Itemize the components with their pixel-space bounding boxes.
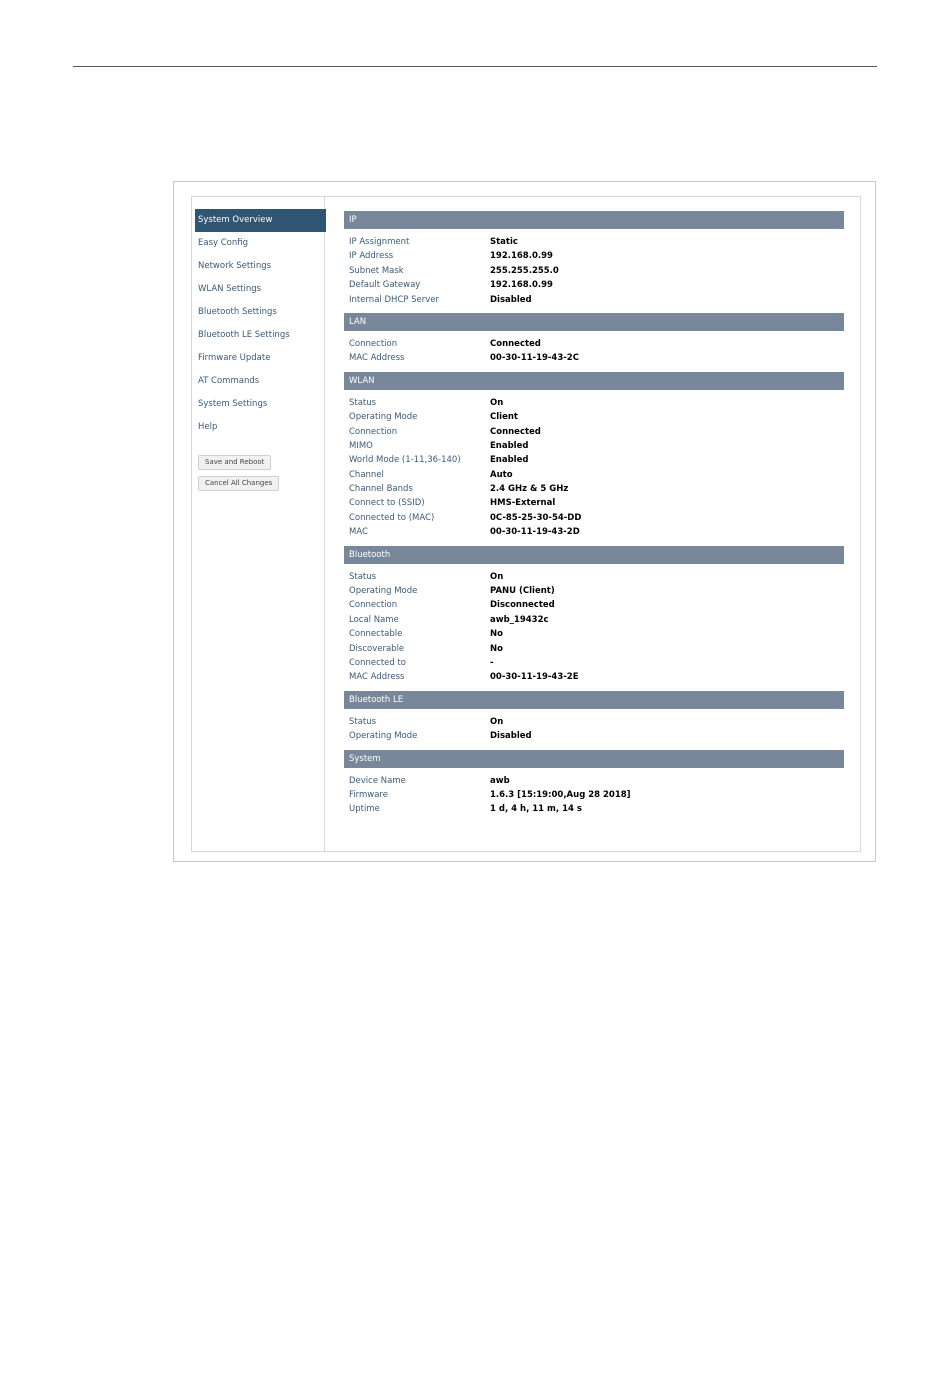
info-value: HMS-External [490, 498, 556, 509]
info-label: IP Address [349, 251, 394, 262]
info-value: Disabled [490, 294, 532, 305]
info-label: Discoverable [349, 643, 405, 654]
info-value: - [490, 657, 494, 668]
info-label: MAC Address [349, 353, 405, 364]
cancel-all-changes-button[interactable]: Cancel All Changes [198, 476, 279, 491]
info-value: 0C-85-25-30-54-DD [490, 512, 582, 523]
info-label: Local Name [349, 614, 399, 625]
info-row [349, 264, 844, 278]
info-row [349, 453, 844, 467]
section-header-lan: LAN [344, 313, 844, 331]
info-row [349, 293, 844, 307]
info-label: World Mode (1-11,36-140) [349, 455, 461, 466]
section-rows-ip [344, 229, 844, 313]
info-label: Status [349, 571, 377, 582]
info-label: Channel [349, 469, 384, 480]
info-value: No [490, 629, 503, 640]
info-label: Connection [349, 426, 398, 437]
sidebar-item-bluetooth-le-settings[interactable]: Bluetooth LE Settings [198, 330, 290, 340]
info-value: On [490, 571, 504, 582]
sidebar-item-system-overview[interactable]: System Overview [195, 209, 326, 232]
info-label: Uptime [349, 804, 380, 815]
sidebar-item-easy-config[interactable]: Easy Config [198, 238, 249, 248]
info-row [349, 715, 844, 729]
info-value: 1 d, 4 h, 11 m, 14 s [490, 804, 582, 815]
info-value: 2.4 GHz & 5 GHz [490, 484, 569, 495]
section-rows-lan [344, 331, 844, 372]
sidebar-item-bluetooth-settings[interactable]: Bluetooth Settings [198, 307, 277, 317]
info-row [349, 642, 844, 656]
info-label: MAC [349, 527, 368, 538]
info-row [349, 598, 844, 612]
info-label: Status [349, 397, 377, 408]
info-value: Enabled [490, 455, 529, 466]
info-label: Operating Mode [349, 412, 418, 423]
info-value: Connected [490, 338, 541, 349]
info-row [349, 425, 844, 439]
info-row [349, 525, 844, 539]
info-value: No [490, 643, 503, 654]
page-header-rule [73, 66, 877, 67]
sidebar-nav [192, 197, 325, 851]
info-label: Connection [349, 338, 398, 349]
info-value: Static [490, 237, 518, 247]
info-row [349, 729, 844, 743]
screenshot-frame [173, 181, 876, 862]
sidebar-item-firmware-update[interactable]: Firmware Update [198, 353, 271, 363]
info-row [349, 511, 844, 525]
section-rows-bluetooth-le [344, 709, 844, 750]
info-row [349, 788, 844, 802]
info-value: 00-30-11-19-43-2D [490, 527, 580, 538]
info-value: Client [490, 412, 518, 423]
info-row [349, 337, 844, 351]
info-label: Subnet Mask [349, 265, 404, 276]
info-label: Device Name [349, 775, 406, 786]
info-row [349, 570, 844, 584]
section-rows-wlan [344, 390, 844, 546]
info-label: Default Gateway [349, 280, 421, 291]
section-header-system: System [344, 750, 844, 768]
info-label: Internal DHCP Server [349, 294, 440, 305]
info-value: Disabled [490, 731, 532, 742]
section-header-bluetooth: Bluetooth [344, 546, 844, 564]
info-value: 00-30-11-19-43-2C [490, 353, 579, 364]
section-header-bluetooth-le: Bluetooth LE [344, 691, 844, 709]
info-value: On [490, 716, 504, 727]
info-label: MIMO [349, 440, 373, 451]
sidebar-item-system-settings[interactable]: System Settings [198, 399, 268, 409]
sidebar-buttons [192, 449, 324, 491]
web-interface [191, 196, 861, 852]
info-row [349, 439, 844, 453]
info-row [349, 656, 844, 670]
info-value: On [490, 397, 504, 408]
info-value: awb_19432c [490, 614, 549, 625]
info-label: Connectable [349, 629, 403, 640]
info-value: 255.255.255.0 [490, 265, 559, 276]
info-row [349, 351, 844, 365]
info-row [349, 627, 844, 641]
info-row [349, 613, 844, 627]
info-label: MAC Address [349, 672, 405, 683]
sidebar-item-help[interactable]: Help [198, 422, 218, 432]
info-row [349, 496, 844, 510]
info-value: awb [490, 775, 510, 786]
info-value: Disconnected [490, 600, 555, 611]
info-label: Operating Mode [349, 586, 418, 597]
info-row [349, 482, 844, 496]
info-value: 192.168.0.99 [490, 280, 553, 291]
info-label: Operating Mode [349, 731, 418, 742]
info-label: Connect to (SSID) [349, 498, 425, 509]
info-label: IP Assignment [349, 237, 410, 247]
section-header-ip: IP [344, 211, 844, 229]
info-value: 1.6.3 [15:19:00,Aug 28 2018] [490, 789, 631, 800]
sidebar-item-network-settings[interactable]: Network Settings [198, 261, 272, 271]
info-row [349, 278, 844, 292]
info-label: Channel Bands [349, 484, 413, 495]
save-and-reboot-button[interactable]: Save and Reboot [198, 455, 271, 470]
section-header-wlan: WLAN [344, 372, 844, 390]
info-label: Firmware [349, 789, 388, 800]
info-value: PANU (Client) [490, 586, 555, 597]
info-label: Connected to [349, 657, 407, 668]
info-value: Auto [490, 469, 513, 480]
sidebar-item-at-commands[interactable]: AT Commands [198, 376, 260, 386]
info-row [349, 235, 844, 249]
section-rows-bluetooth [344, 564, 844, 691]
info-row [349, 774, 844, 788]
overview-panel [344, 211, 844, 823]
info-label: Connection [349, 600, 398, 611]
info-row [349, 584, 844, 598]
info-value: Enabled [490, 440, 529, 451]
sidebar-item-wlan-settings[interactable]: WLAN Settings [198, 284, 262, 294]
info-row [349, 396, 844, 410]
info-value: Connected [490, 426, 541, 437]
section-rows-system [344, 768, 844, 823]
info-row [349, 802, 844, 816]
info-row [349, 468, 844, 482]
info-row [349, 410, 844, 424]
info-row [349, 249, 844, 263]
info-value: 00-30-11-19-43-2E [490, 672, 579, 683]
info-label: Connected to (MAC) [349, 512, 435, 523]
info-label: Status [349, 716, 377, 727]
info-value: 192.168.0.99 [490, 251, 553, 262]
info-row [349, 670, 844, 684]
